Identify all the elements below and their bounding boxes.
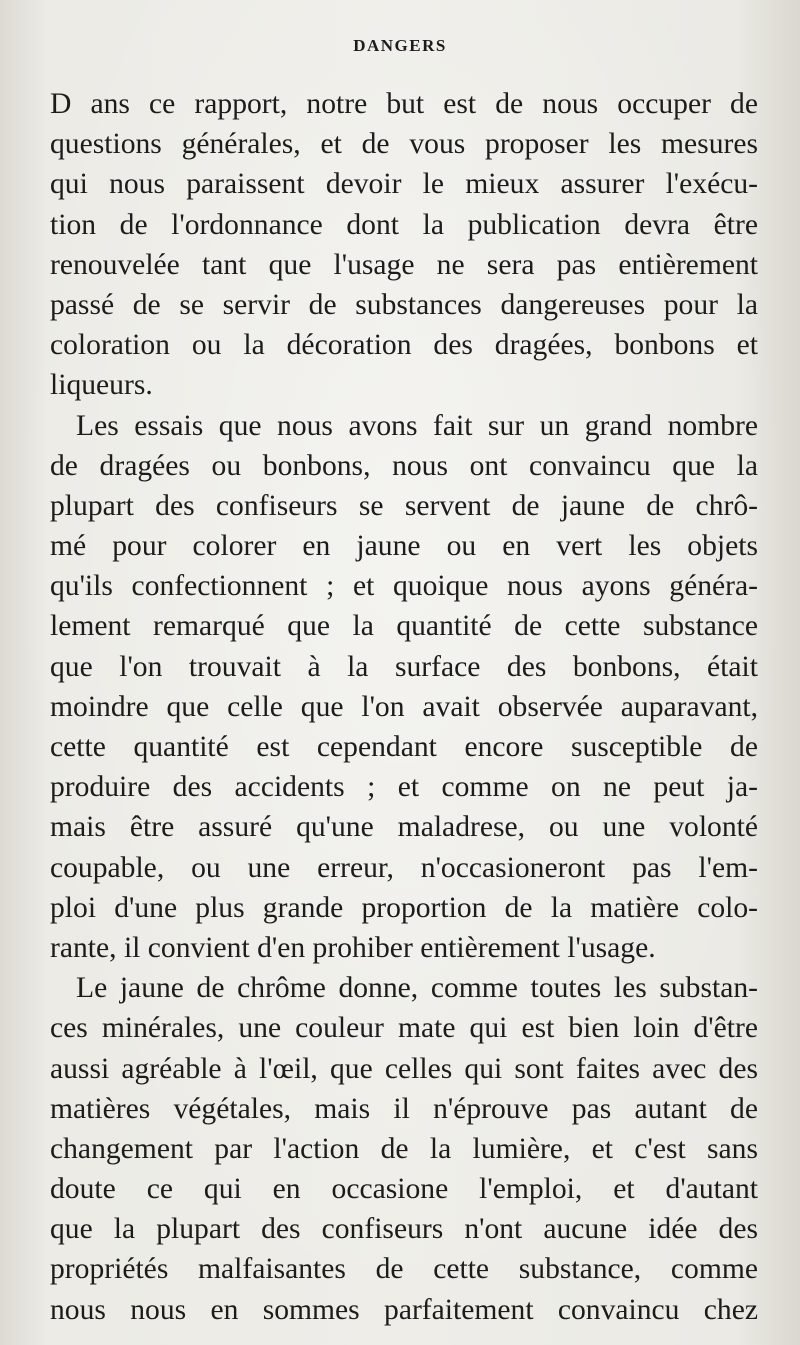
paragraph [50, 84, 758, 406]
text-line: de dragées ou bonbons, nous ont convaincu que la [50, 449, 758, 482]
paragraph [50, 968, 758, 1330]
text-line: rante, il convient d'en prohiber entièrement l'usage. [50, 931, 656, 964]
text-line: mé pour colorer en jaune ou en vert les objets [50, 530, 758, 563]
text-line: Les essais que nous avons fait sur un grand nombre [76, 409, 758, 442]
text-line: coupable, ou une erreur, n'occasioneront pas l'em- [50, 851, 758, 884]
text-line: nous nous en sommes parfaitement convaincu chez [50, 1293, 758, 1326]
text-line: que l'on trouvait à la surface des bonbons, était [50, 650, 758, 683]
text-line: qui nous paraissent devoir le mieux assurer l'exécu- [50, 168, 758, 201]
text-line: liqueurs. [50, 369, 153, 402]
text-line: mais être assuré qu'une maladrese, ou une volonté [50, 811, 758, 844]
text-line: moindre que celle que l'on avait observée auparavant, [50, 690, 758, 723]
text-line: qu'ils confectionnent ; et quoique nous ayons généra- [50, 570, 758, 603]
text-line: que la plupart des confiseurs n'ont aucune idée des [50, 1213, 758, 1246]
paragraph [50, 406, 758, 969]
text-line: propriétés malfaisantes de cette substance, comme [50, 1253, 758, 1286]
text-line: cette quantité est cependant encore susceptible de [50, 731, 758, 763]
text-line: aussi agréable à l'œil, que celles qui sont faites avec des [50, 1052, 758, 1085]
text-line: Le jaune de chrôme donne, comme toutes les substan- [76, 972, 758, 1005]
text-line: produire des accidents ; et comme on ne peut ja- [50, 771, 758, 804]
running-head: DANGERS [353, 36, 447, 55]
text-line: D ans ce rapport, notre but est de nous occuper de [50, 88, 758, 120]
text-line: ploi d'une plus grande proportion de la matière colo- [50, 891, 758, 924]
text-line: plupart des confiseurs se servent de jaune de chrô- [50, 489, 758, 522]
text-line: doute ce qui en occasione l'emploi, et d'autant [50, 1173, 758, 1206]
text-line: matières végétales, mais il n'éprouve pas autant de [50, 1092, 758, 1125]
text-line: questions générales, et de vous proposer les mesures [50, 128, 758, 161]
text-line: renouvelée tant que l'usage ne sera pas entièrement [50, 248, 758, 281]
text-line: coloration ou la décoration des dragées, bonbons et [50, 329, 758, 362]
text-line: ces minérales, une couleur mate qui est bien loin d'être [50, 1012, 758, 1045]
text-line: passé de se servir de substances dangereuses pour la [50, 288, 758, 321]
body-text [50, 84, 758, 1330]
text-line: lement remarqué que la quantité de cette substance [50, 610, 758, 643]
text-line: changement par l'action de la lumière, et c'est sans [50, 1132, 758, 1165]
text-line: tion de l'ordonnance dont la publication devra être [50, 208, 758, 241]
